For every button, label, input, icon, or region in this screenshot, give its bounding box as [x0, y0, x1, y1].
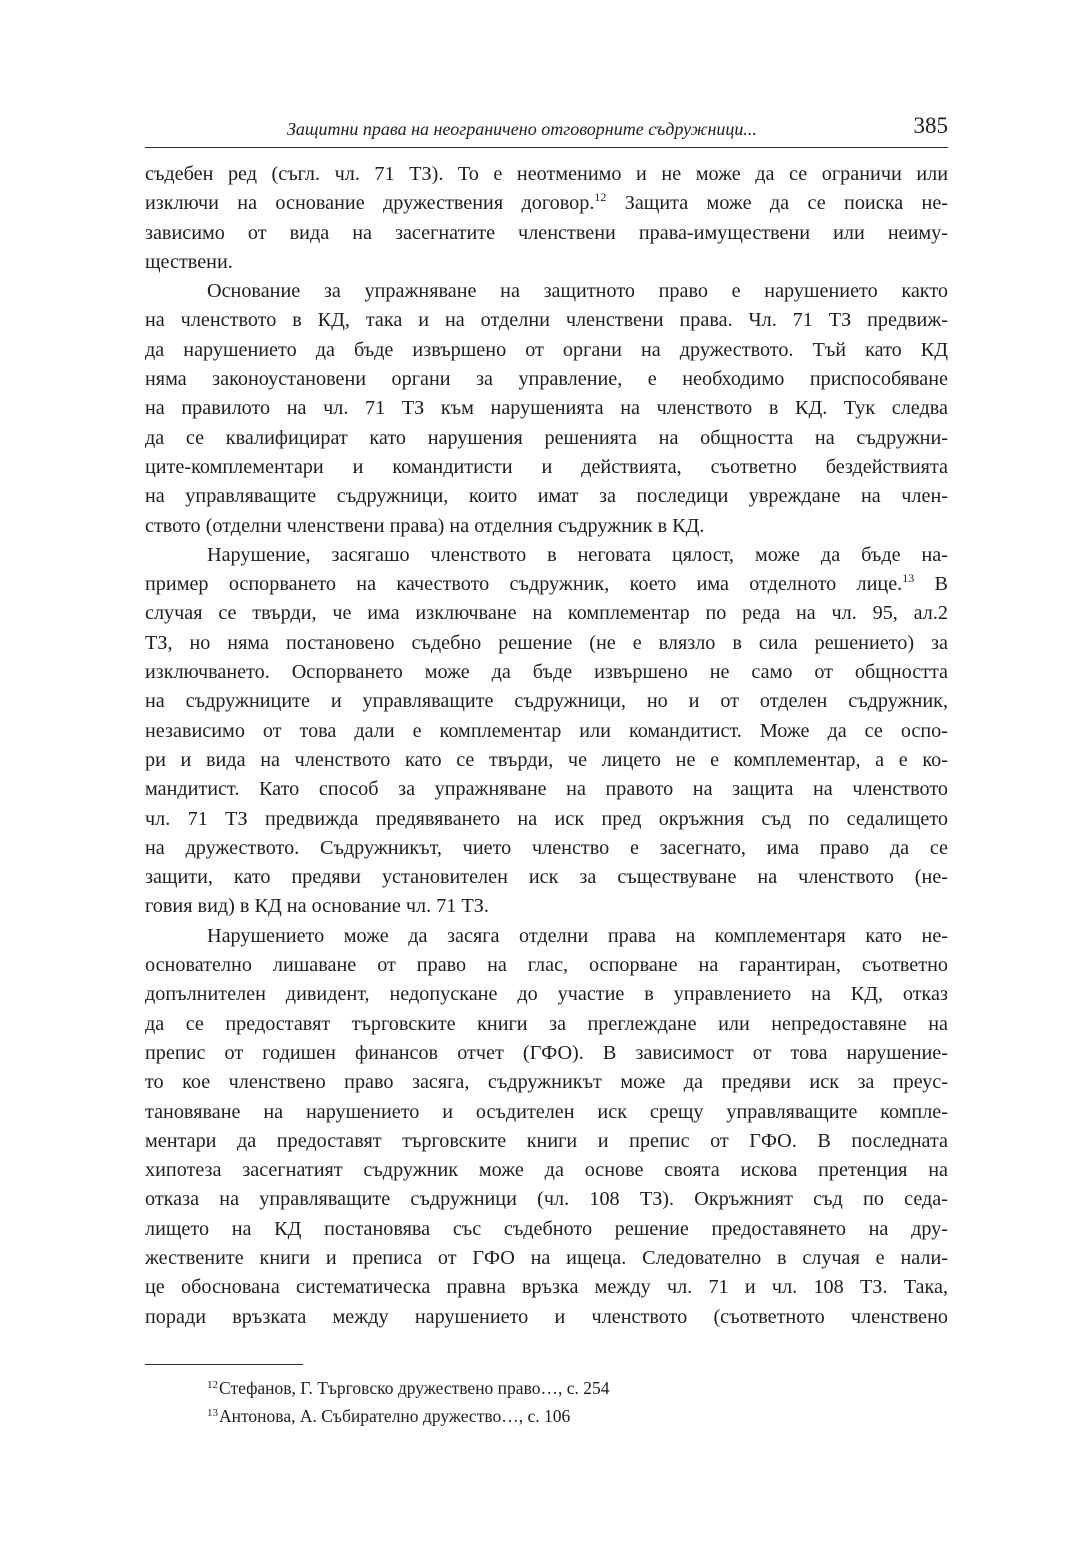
footnote-text: Стефанов, Г. Търговско дружествено право…, с. 254: [219, 1378, 610, 1398]
footnotes: [207, 1374, 907, 1430]
text-line: це обоснована систематическа правна връзка между чл. 71 и чл. 108 ТЗ. Така,: [145, 1276, 948, 1299]
text-line: на правилото на чл. 71 ТЗ към нарушенията на членството в КД. Тук следва: [145, 397, 948, 420]
text-line: ството (отделни членствени права) на отделния съдружник в КД.: [145, 514, 705, 537]
text-line: поради връзката между нарушението и членството (съответното членствено: [145, 1305, 948, 1328]
text-line: жествените книги и преписа от ГФО на ищеца. Следователно в случая е нали-: [145, 1246, 948, 1269]
footnote-ref-12: 12: [594, 190, 607, 205]
page-number: 385: [913, 113, 948, 138]
text-line: отказа на управляващите съдружници (чл. 108 ТЗ). Окръжният съд по седа-: [145, 1188, 948, 1211]
text-line: няма законоустановени органи за управление, е необходимо приспособяване: [145, 368, 948, 391]
text-line: да се предоставят търговските книги за преглеждане или непредоставяне на: [145, 1012, 948, 1035]
text-line: ри и вида на членството като се твърди, че лицето не е комплементар, а е ко-: [145, 748, 948, 771]
text-line: на дружеството. Съдружникът, чието членство е засегнато, има право да се: [145, 836, 948, 859]
text-line: независимо от това дали е комплементар или командитист. Може да се оспо-: [145, 719, 948, 742]
footnote-text: Антонова, А. Събирателно дружество…, с. 106: [219, 1406, 571, 1426]
text-line: пример оспорването на качеството съдружник, което има отделното лице.$^{13}$ В: [145, 571, 948, 596]
text-line: лището на КД постановява със съдебното решение предоставянето на дру-: [145, 1217, 948, 1240]
footnote-13: [207, 1402, 907, 1430]
text-line: то кое членствено право засяга, съдружникът може да предяви иск за преус-: [145, 1071, 948, 1094]
text-line: съдебен ред (съгл. чл. 71 ТЗ). То е неотменимо и не може да се ограничи или: [145, 163, 948, 185]
paragraph-start: Нарушението може да засяга отделни права на комплементаря като не-: [207, 924, 948, 947]
text-line: тановяване на нарушението и осъдителен иск срещу управляващите компле-: [145, 1100, 948, 1123]
text-line: ментари да предоставят търговските книги и препис от ГФО. В последната: [145, 1129, 948, 1152]
paragraph-start: Основание за упражняване на защитното право е нарушението както: [207, 280, 948, 303]
text-line: на членството в КД, така и на отделни членствени права. Чл. 71 ТЗ предвиж-: [145, 309, 948, 332]
text-line: да се квалифицират като нарушения решенията на общността на съдружни-: [145, 426, 948, 449]
text-line: на управляващите съдружници, които имат за последици увреждане на член-: [145, 485, 948, 508]
running-title: Защитни права на неограничено отговорните съдружници...: [287, 119, 757, 139]
body-text: [145, 160, 948, 1332]
text-line: изключи на основание дружествения договор.$^{12}$ Защита може да се поиска не-: [145, 190, 948, 215]
text-line: зависимо от вида на засегнатите членствени права-имуществени или неиму-: [145, 221, 948, 244]
footnote-ref-13: 13: [902, 571, 915, 586]
footnote-mark: 13: [207, 1407, 218, 1419]
footnote-mark: 12: [207, 1379, 218, 1391]
paragraph-start: Нарушение, засягашо членството в неговата цялост, може да бъде на-: [207, 543, 948, 566]
text-line: препис от годишен финансов отчет (ГФО). В зависимост от това нарушение-: [145, 1041, 948, 1064]
text-line: основателно лишаване от право на глас, оспорване на гарантиран, съответно: [145, 954, 948, 977]
text-line: изключването. Оспорването може да бъде извършено не само от общността: [145, 661, 948, 684]
text-line: ТЗ, но няма постановено съдебно решение (не е влязло в сила решението) за: [145, 631, 948, 654]
text-line: мандитист. Като способ за упражняване на правото на защита на членството: [145, 778, 948, 801]
text-line: на съдружниците и управляващите съдружници, но и от отделен съдружник,: [145, 690, 948, 713]
text-line: говия вид) в КД на основание чл. 71 ТЗ.: [145, 895, 489, 918]
text-line: ците-комплементари и командитисти и действията, съответно бездействията: [145, 455, 948, 478]
footnote-12: [207, 1374, 907, 1402]
text-line: хипотеза засегнатият съдружник може да основе своята искова претенция на: [145, 1159, 948, 1182]
text-line: допълнителен дивидент, недопускане до участие в управлението на КД, отказ: [145, 983, 948, 1006]
footnote-divider: [145, 1364, 303, 1365]
text-line: чл. 71 ТЗ предвижда предявяването на иск пред окръжния съд по седалището: [145, 807, 948, 830]
text-line: ществени.: [145, 250, 233, 273]
running-header: [145, 115, 948, 148]
text-line: случая се твърди, че има изключване на комплементар по реда на чл. 95, ал.2: [145, 602, 948, 625]
text-line: защити, като предяви установителен иск за съществуване на членството (не-: [145, 866, 948, 889]
text-line: да нарушението да бъде извършено от органи на дружеството. Тъй като КД: [145, 338, 948, 361]
